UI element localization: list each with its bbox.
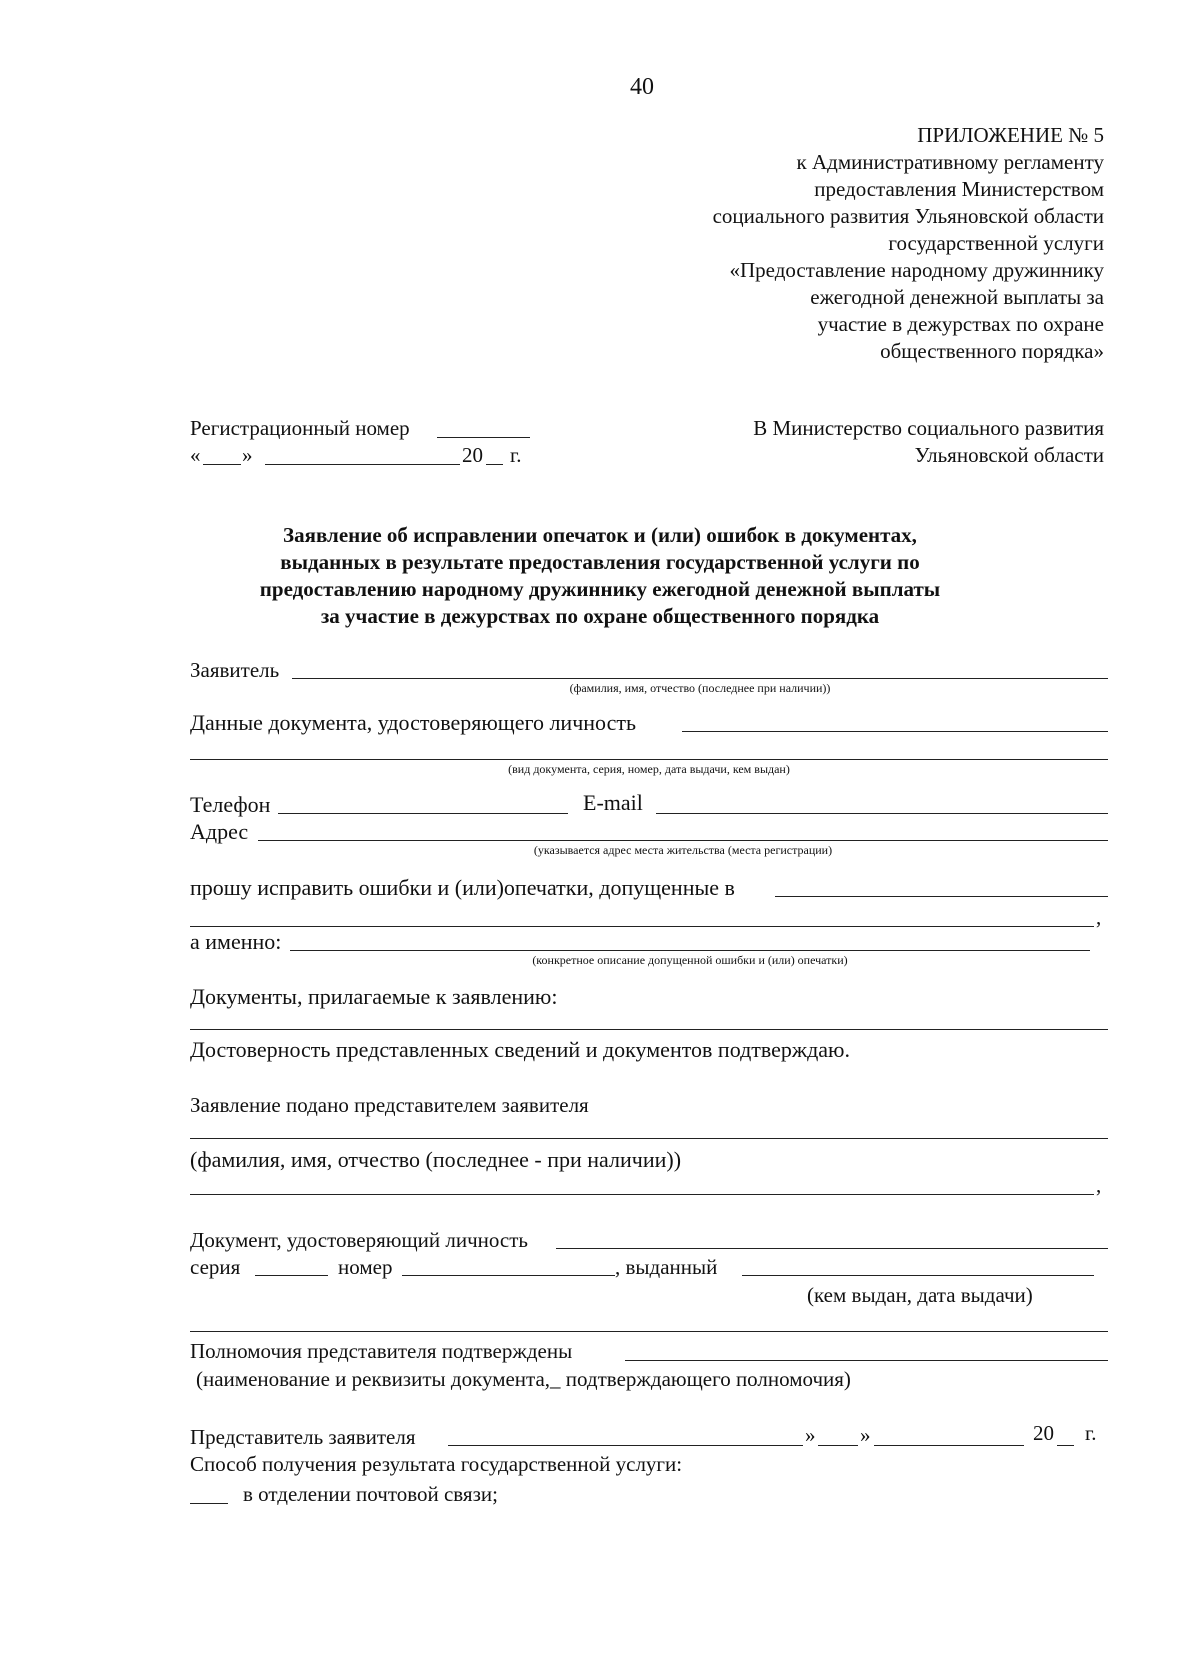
page-number: 40	[630, 74, 654, 100]
sign-quote-close: »	[805, 1423, 816, 1447]
issued-field-2[interactable]	[190, 1331, 1108, 1332]
number-field[interactable]	[402, 1275, 615, 1276]
method-post-label: в отделении почтовой связи;	[243, 1482, 498, 1506]
powers-hint: (наименование и реквизиты документа,_ подтверждающего полномочия)	[196, 1367, 851, 1391]
appendix-line: общественного порядка»	[880, 339, 1104, 363]
sign-month-field[interactable]	[874, 1445, 1024, 1446]
attachments-field[interactable]	[190, 1029, 1108, 1030]
id-doc-label: Данные документа, удостоверяющего личность	[190, 710, 637, 735]
method-label: Способ получения результата государственной услуги:	[190, 1452, 683, 1476]
request-field-2[interactable]	[190, 926, 1094, 927]
addressee-line: Ульяновской области	[914, 443, 1104, 467]
applicant-label: Заявитель	[190, 658, 280, 682]
rep-sign-label: Представитель заявителя	[190, 1425, 416, 1449]
number-label: номер	[338, 1255, 393, 1279]
document-title	[150, 522, 1050, 630]
sign-year-suffix: г.	[1085, 1421, 1097, 1445]
sign-day-field[interactable]	[818, 1445, 858, 1446]
date-day-line[interactable]	[203, 464, 241, 465]
confirm-text: Достоверность представленных сведений и документов подтверждаю.	[190, 1037, 850, 1062]
namely-hint: (конкретное описание допущенной ошибки и (или) опечатки)	[532, 953, 848, 967]
series-field[interactable]	[255, 1275, 328, 1276]
appendix-line: ежегодной денежной выплаты за	[810, 285, 1104, 309]
rep-sign-field[interactable]	[448, 1445, 803, 1446]
email-field[interactable]	[656, 813, 1108, 814]
address-field[interactable]	[258, 840, 1108, 841]
issued-hint: (кем выдан, дата выдачи)	[807, 1283, 1033, 1307]
request-field[interactable]	[775, 896, 1108, 897]
rep-id-label: Документ, удостоверяющий личность	[190, 1228, 528, 1252]
title-line: выданных в результате предоставления государственной услуги по	[280, 550, 920, 574]
email-label: E-mail	[583, 790, 643, 815]
date-year-line[interactable]	[486, 464, 503, 465]
title-line: предоставлению народному дружиннику ежегодной денежной выплаты	[259, 577, 941, 601]
appendix-line: предоставления Министерством	[814, 177, 1104, 201]
attachments-label: Документы, прилагаемые к заявлению:	[190, 984, 558, 1009]
registration-label: Регистрационный номер	[190, 416, 410, 440]
rep-name-field-2[interactable]	[190, 1194, 1094, 1195]
appendix-line: социального развития Ульяновской области	[712, 204, 1104, 228]
appendix-line: государственной услуги	[888, 231, 1104, 255]
applicant-hint: (фамилия, имя, отчество (последнее при наличии))	[569, 681, 831, 695]
id-doc-hint: (вид документа, серия, номер, дата выдачи, кем выдан)	[508, 762, 790, 776]
powers-label: Полномочия представителя подтверждены	[190, 1339, 573, 1363]
applicant-field[interactable]	[292, 678, 1108, 679]
namely-field[interactable]	[290, 950, 1090, 951]
rep-name-field[interactable]	[190, 1138, 1108, 1139]
rep-comma: ,	[1096, 1173, 1102, 1197]
date-month-line[interactable]	[265, 464, 460, 465]
appendix-line: к Административному регламенту	[796, 150, 1104, 174]
id-doc-field-2[interactable]	[190, 759, 1108, 760]
sign-year-prefix: 20	[1033, 1421, 1054, 1445]
request-label: прошу исправить ошибки и (или)опечатки, допущенные в	[190, 875, 735, 900]
date-open-quote: «	[190, 443, 201, 467]
phone-field[interactable]	[278, 813, 568, 814]
rep-name-hint: (фамилия, имя, отчество (последнее - при наличии))	[190, 1147, 682, 1172]
issued-label: , выданный	[615, 1255, 718, 1279]
namely-label: а именно:	[190, 929, 282, 954]
address-label: Адрес	[190, 819, 249, 844]
sign-quote-close-2: »	[860, 1423, 871, 1447]
appendix-line: ПРИЛОЖЕНИЕ № 5	[917, 123, 1104, 147]
powers-field[interactable]	[625, 1360, 1108, 1361]
date-year-suffix: г.	[510, 443, 522, 467]
title-line: за участие в дежурствах по охране общественного порядка	[320, 604, 880, 628]
appendix-line: «Предоставление народному дружиннику	[729, 258, 1104, 282]
id-doc-field[interactable]	[682, 731, 1108, 732]
addressee-line: В Министерство социального развития	[753, 416, 1104, 440]
issued-field[interactable]	[742, 1275, 1094, 1276]
date-close-quote: »	[242, 443, 253, 467]
method-post-checkbox[interactable]	[190, 1503, 228, 1504]
title-line: Заявление об исправлении опечаток и (или) ошибок в документах,	[283, 523, 917, 547]
series-label: серия	[190, 1255, 241, 1279]
address-hint: (указывается адрес места жительства (места регистрации)	[533, 843, 833, 857]
phone-label: Телефон	[190, 792, 271, 817]
rep-id-field[interactable]	[556, 1248, 1108, 1249]
request-comma: ,	[1096, 905, 1102, 929]
sign-year-field[interactable]	[1057, 1445, 1074, 1446]
appendix-line: участие в дежурствах по охране	[817, 312, 1104, 336]
registration-number-line[interactable]	[437, 437, 530, 438]
date-year-prefix: 20	[462, 443, 483, 467]
rep-submitted-label: Заявление подано представителем заявителя	[190, 1093, 589, 1117]
